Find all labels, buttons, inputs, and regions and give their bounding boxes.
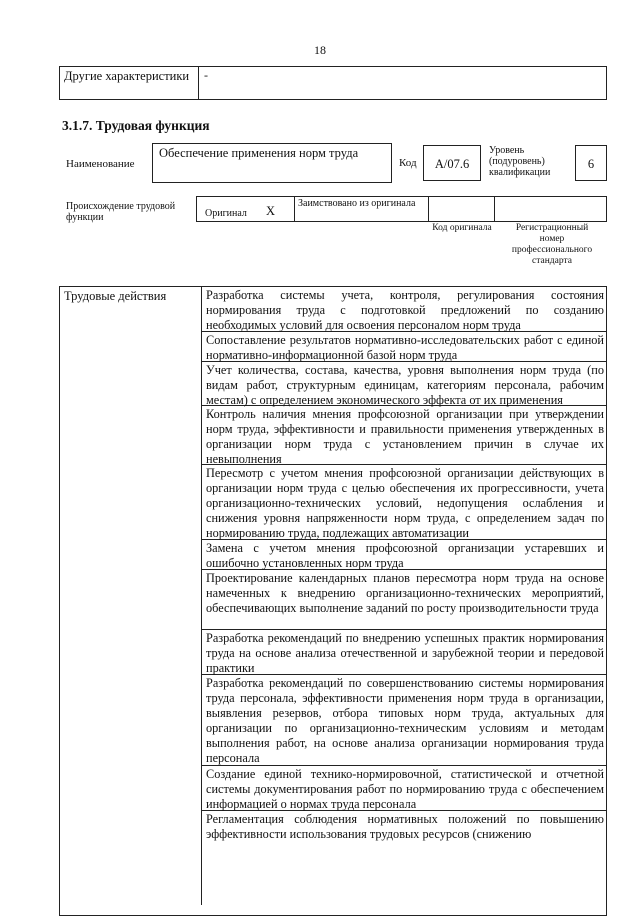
labor-action-item: Учет количества, состава, качества, уровня выполнения норм труда (по видам работ, структурным единицам, категориям персонала, рабочим местам) с определением экономического эффекта от их применения bbox=[202, 362, 607, 406]
name-label: Наименование bbox=[66, 158, 135, 170]
level-value-box: 6 bbox=[575, 145, 607, 181]
page-number: 18 bbox=[314, 43, 326, 57]
function-code-box: A/07.6 bbox=[423, 145, 481, 181]
origin-label: Происхождение трудовой функции bbox=[66, 201, 176, 223]
origin-divider-3 bbox=[494, 196, 495, 222]
code-original-caption: Код оригинала bbox=[432, 223, 492, 233]
labor-action-item: Создание единой технико-нормировочной, статистической и отчетной системы документирования работ по нормированию труда с обеспечением информацией о нормах труда персонала bbox=[202, 766, 607, 811]
registration-number-caption: Регистрационный номер профессионального стандарта bbox=[511, 223, 593, 266]
labor-action-item: Проектирование календарных планов пересмотра норм труда на основе намеченных к внедрению организационно-технических мероприятий, обеспечивающих выполнение заданий по росту производительности труда bbox=[202, 570, 607, 630]
labor-actions-label: Трудовые действия bbox=[64, 289, 167, 303]
origin-divider-2 bbox=[428, 196, 429, 222]
original-label: Оригинал bbox=[205, 208, 247, 219]
original-mark: X bbox=[266, 204, 276, 218]
labor-action-item: Сопоставление результатов нормативно-исследовательских работ с единой нормативно-информационной базой норм труда bbox=[202, 332, 607, 362]
code-label: Код bbox=[399, 157, 417, 169]
other-characteristics-value: - bbox=[204, 68, 208, 82]
borrowed-label: Заимствовано из оригинала bbox=[298, 198, 416, 209]
labor-action-item: Разработка рекомендаций по внедрению успешных практик нормирования труда на основе анализа отечественной и зарубежной теории и передовой практики bbox=[202, 630, 607, 675]
labor-action-item: Разработка системы учета, контроля, регулирования состояния нормирования труда с подготовкой предложений по созданию необходимых условий для освоения персоналом норм труда bbox=[202, 287, 607, 332]
level-label: Уровень (подуровень) квалификации bbox=[489, 145, 551, 178]
labor-action-item: Регламентация соблюдения нормативных положений по повышению эффективности использования трудовых ресурсов (снижению bbox=[206, 812, 604, 841]
function-name-box: Обеспечение применения норм труда bbox=[152, 143, 392, 183]
labor-action-item: Пересмотр с учетом мнения профсоюзной организации действующих в организации норм труда с целью обеспечения их прогрессивности, учета организационно-технических условий, недопущения ослабления и снижения уровня напряженности норм труда, с определением задач по нормированию труда, подлежащих автоматизации bbox=[202, 465, 607, 540]
labor-action-item: Контроль наличия мнения профсоюзной организации при утверждении норм труда, эффективности и правильности применения утвержденных в организации норм труда с установлением причин в случае их невыполнения bbox=[202, 406, 607, 465]
section-title: 3.1.7. Трудовая функция bbox=[62, 118, 210, 133]
other-characteristics-label: Другие характеристики bbox=[59, 66, 199, 100]
origin-divider-1 bbox=[294, 196, 295, 222]
labor-action-item: Разработка рекомендаций по совершенствованию системы нормирования труда персонала, эффективности применения норм труда в организации, выявления резервов, отбора типовых норм труда, актуальных для организации по организационно-техническим условиям и методам выполнения работ, на основе анализа организации нормирования труда персонала bbox=[202, 675, 607, 766]
labor-action-item: Замена с учетом мнения профсоюзной организации устаревших и ошибочно установленных норм труда bbox=[202, 540, 607, 570]
